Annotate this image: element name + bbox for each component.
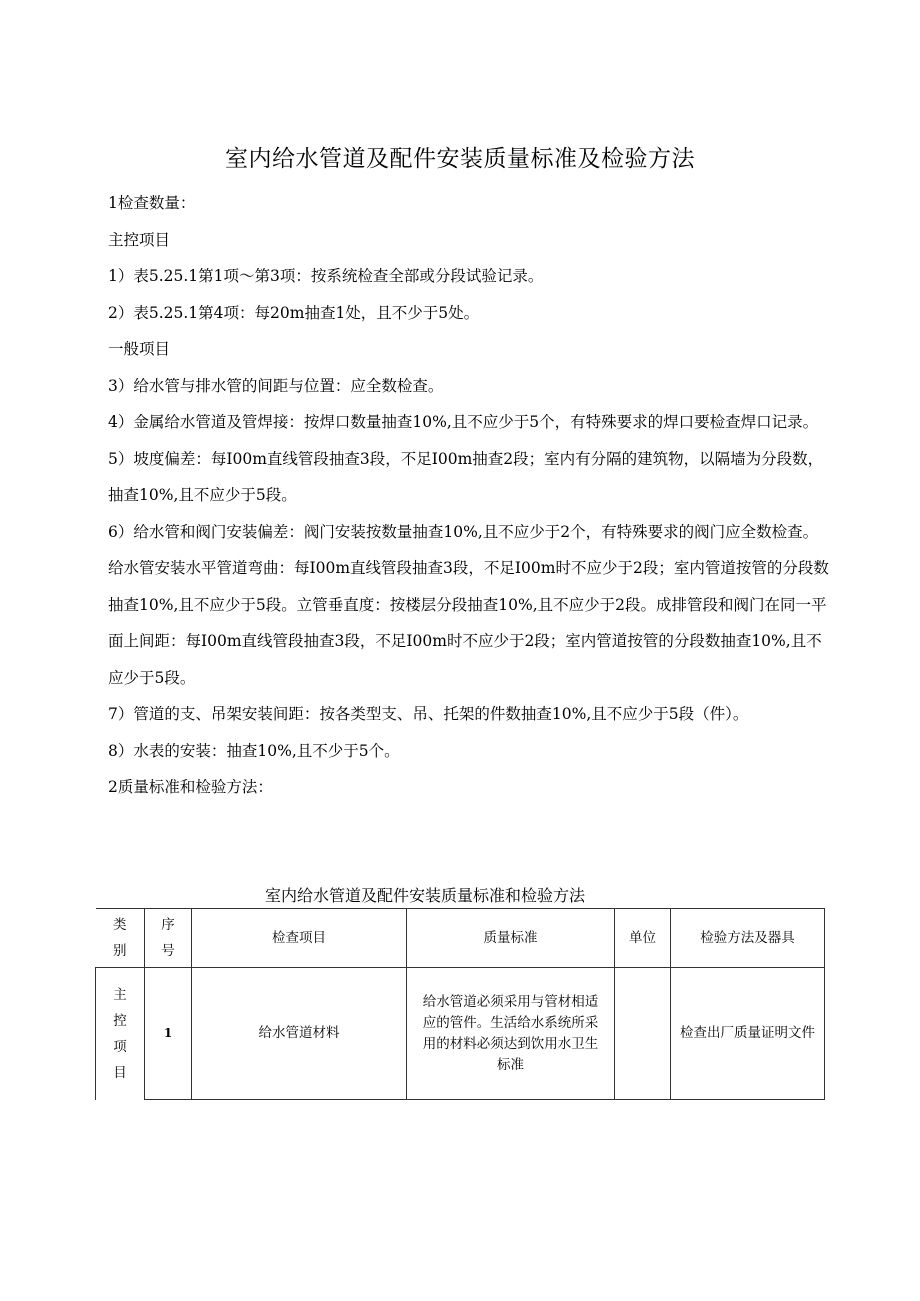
quality-standard-table <box>95 908 825 1100</box>
header-method: 检验方法及器具 <box>671 909 825 968</box>
cell-method: 检查出厂质量证明文件 <box>671 968 825 1100</box>
paragraph-item-4: 4）金属给水管道及管焊接：按焊口数量抽查10%,且不应少于5个，有特殊要求的焊口要检查焊口记录。 <box>108 413 819 431</box>
header-seq: 序号 <box>145 909 192 968</box>
header-standard: 质量标准 <box>407 909 615 968</box>
paragraph-item-1: 1）表5.25.1第1项～第3项：按系统检查全部或分段试验记录。 <box>108 267 544 285</box>
cell-seq: 1 <box>145 968 192 1100</box>
paragraph-item-6: 6）给水管和阀门安装偏差：阀门安装按数量抽查10%,且不应少于2个，有特殊要求的阀门应全数检查。给水管安装水平管道弯曲：每I00m直线管段抽查3段，不足I00m时不应少于2段；室内管道按管的分段数抽查10%,且不应少于5段。立管垂直度：按楼层分段抽查10%,且不应少于2段。成排管段和阀门在同一平面上间距：每I00m直线管段抽查3段，不足I00m时不应少于2段；室内管道按管的分段数抽查10%,且不应少于5段。 <box>108 522 829 687</box>
paragraph-item-3: 3）给水管与排水管的间距与位置：应全数检查。 <box>108 376 444 395</box>
cell-standard: 给水管道必须采用与管材相适应的管件。生活给水系统所采用的材料必须达到饮用水卫生标准 <box>407 968 615 1100</box>
table-row <box>96 968 825 1100</box>
paragraph-item-8: 8）水表的安装：抽查10%,且不少于5个。 <box>108 741 400 760</box>
cell-item: 给水管道材料 <box>192 968 407 1100</box>
paragraph-item-2: 2）表5.25.1第4项：每20m抽查1处，且不少于5处。 <box>108 303 480 322</box>
cell-unit <box>615 968 671 1100</box>
header-item: 检查项目 <box>192 909 407 968</box>
document-body <box>108 185 830 806</box>
paragraph-inspection-quantity: 1检查数量： <box>108 194 196 212</box>
header-unit: 单位 <box>615 909 671 968</box>
paragraph-main-control-heading: 主控项目 <box>108 230 171 249</box>
cell-category: 主控项目 <box>96 968 145 1100</box>
paragraph-item-7: 7）管道的支、吊架安装间距：按各类型支、吊、托架的件数抽查10%,且不应少于5段（件）。 <box>108 705 749 723</box>
table-caption: 室内给水管道及配件安装质量标准和检验方法 <box>264 886 585 905</box>
table-header-row <box>96 909 825 968</box>
paragraph-quality-standard-heading: 2质量标准和检验方法： <box>108 778 273 796</box>
document-title: 室内给水管道及配件安装质量标准及检验方法 <box>225 146 695 172</box>
paragraph-item-5: 5）坡度偏差：每I00m直线管段抽查3段，不足I00m抽查2段；室内有分隔的建筑物，以隔墙为分段数，抽查10%,且不应少于5段。 <box>108 449 824 504</box>
paragraph-general-heading: 一般项目 <box>108 340 171 358</box>
header-category: 类别 <box>96 909 145 968</box>
